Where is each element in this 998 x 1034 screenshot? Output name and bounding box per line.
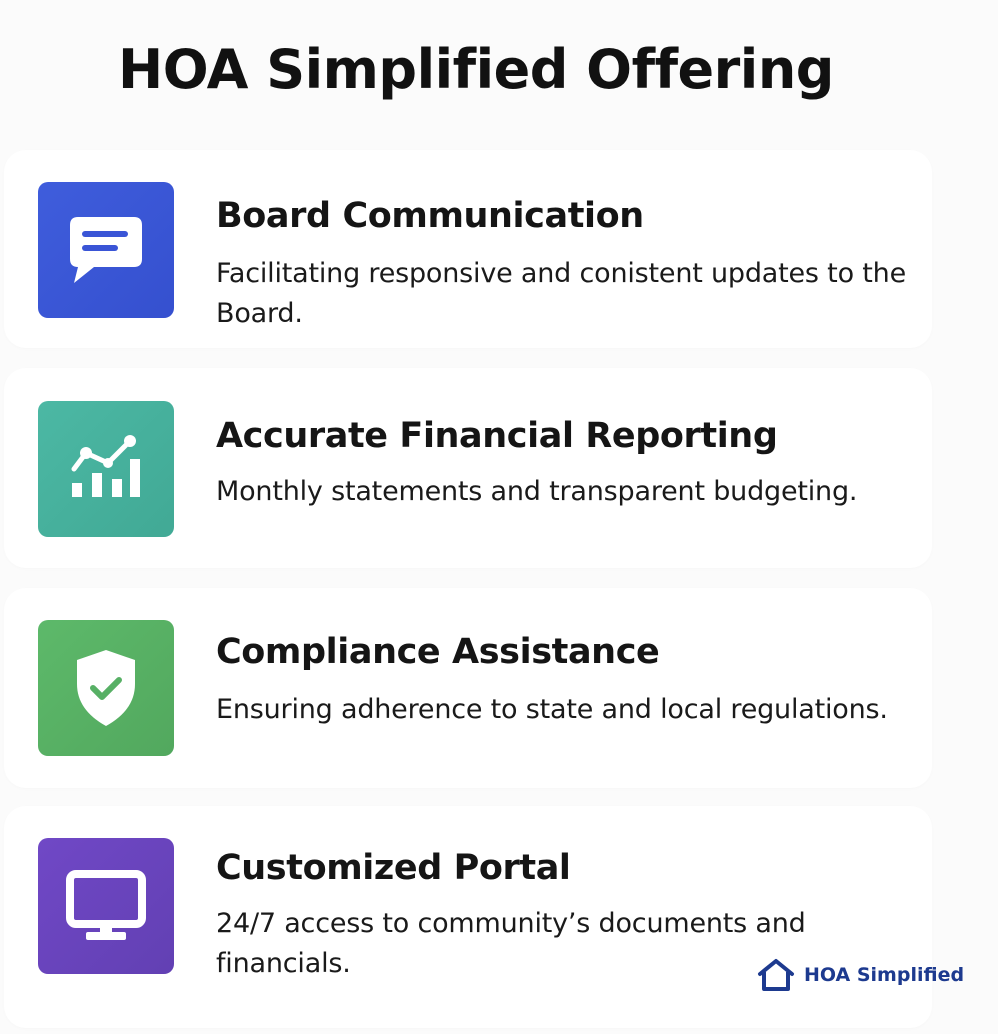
growth-chart-icon: [66, 433, 146, 505]
feature-description: 24/7 access to community’s documents and financials.: [216, 908, 806, 979]
feature-description: Facilitating responsive and conistent updates to the Board.: [216, 258, 906, 329]
house-icon: [756, 958, 796, 992]
feature-description: Monthly statements and transparent budgeting.: [216, 476, 858, 507]
monitor-icon: [66, 870, 146, 942]
feature-title: Board Communication: [216, 196, 644, 236]
feature-title: Customized Portal: [216, 848, 571, 888]
page-title: HOA Simplified Offering: [118, 38, 834, 101]
feature-description: Ensuring adherence to state and local regulations.: [216, 694, 888, 725]
feature-title: Accurate Financial Reporting: [216, 416, 778, 456]
feature-icon-tile: [38, 401, 174, 537]
feature-icon-tile: [38, 620, 174, 756]
chat-bubble-icon: [68, 215, 144, 285]
shield-check-icon: [73, 648, 139, 728]
feature-title: Compliance Assistance: [216, 632, 660, 672]
feature-icon-tile: [38, 838, 174, 974]
brand-name: HOA Simplified: [804, 964, 965, 986]
brand-logo: [756, 958, 964, 992]
feature-icon-tile: [38, 182, 174, 318]
